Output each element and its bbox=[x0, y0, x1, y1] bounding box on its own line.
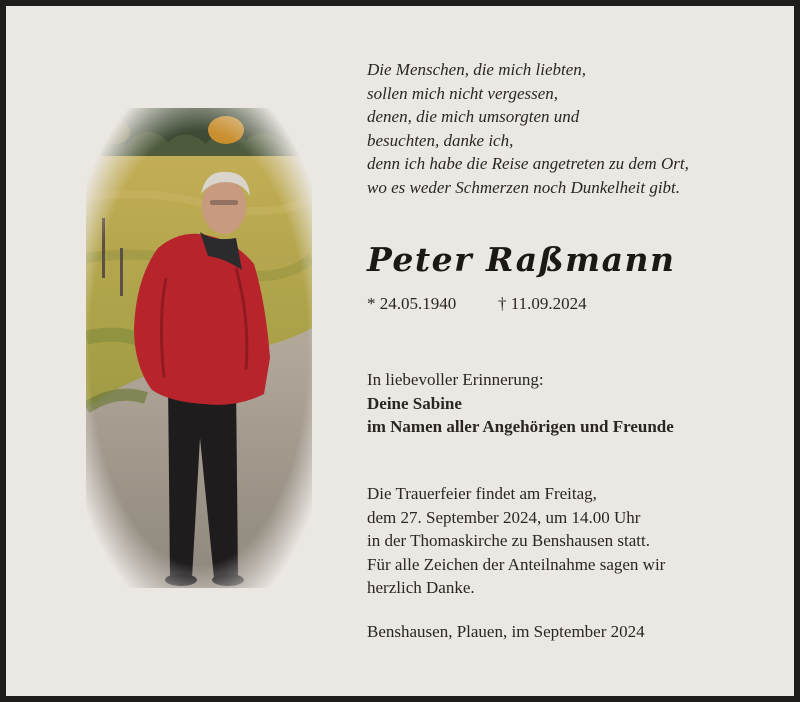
ceremony-line: herzlich Danke. bbox=[367, 578, 475, 597]
ceremony-line: in der Thomaskirche zu Benshausen statt. bbox=[367, 531, 650, 550]
place-date: Benshausen, Plauen, im September 2024 bbox=[367, 622, 645, 641]
poem-line: wo es weder Schmerzen noch Dunkelheit gibt. bbox=[367, 177, 681, 197]
poem-line: denen, die mich umsorgten und bbox=[367, 107, 580, 126]
ceremony-line: Für alle Zeichen der Anteilnahme sagen wir bbox=[367, 554, 666, 574]
memory-others: im Namen aller Angehörigen und Freunde bbox=[367, 417, 674, 436]
memory-block bbox=[367, 368, 674, 439]
life-dates bbox=[367, 294, 587, 314]
poem-line: Die Menschen, die mich liebten, bbox=[367, 60, 587, 79]
poem bbox=[367, 58, 787, 199]
portrait-photo bbox=[86, 108, 312, 588]
poem-line: sollen mich nicht vergessen, bbox=[367, 83, 559, 103]
memory-intro: In liebevoller Erinnerung: bbox=[367, 370, 544, 389]
ceremony-line: dem 27. September 2024, um 14.00 Uhr bbox=[367, 507, 641, 527]
poem-line: denn ich habe die Reise angetreten zu dem Ort, bbox=[367, 154, 689, 173]
memory-from: Deine Sabine bbox=[367, 393, 462, 413]
ceremony-block bbox=[367, 482, 665, 600]
death-date: † 11.09.2024 bbox=[498, 294, 587, 313]
birth-date: * 24.05.1940 bbox=[367, 294, 457, 313]
portrait-illustration bbox=[86, 108, 312, 588]
deceased-name: Peter Raßmann bbox=[367, 240, 676, 279]
ceremony-line: Die Trauerfeier findet am Freitag, bbox=[367, 484, 597, 503]
poem-line: besuchten, danke ich, bbox=[367, 130, 514, 150]
obituary-card bbox=[6, 6, 794, 696]
